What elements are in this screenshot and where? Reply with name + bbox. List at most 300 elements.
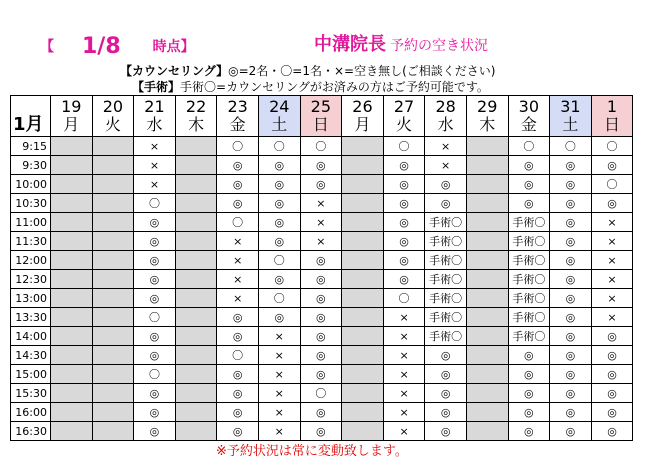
availability-cell bbox=[342, 156, 384, 175]
time-slot-label: 15:00 bbox=[11, 365, 51, 384]
availability-cell bbox=[175, 403, 217, 422]
availability-cell bbox=[175, 213, 217, 232]
time-row bbox=[11, 403, 633, 422]
availability-cell: ◎ bbox=[134, 270, 176, 289]
day-header bbox=[383, 96, 425, 137]
availability-cell: ◎ bbox=[550, 346, 592, 365]
day-number: 28 bbox=[435, 97, 456, 116]
availability-cell: ◎ bbox=[550, 327, 592, 346]
availability-cell: ◎ bbox=[134, 346, 176, 365]
doctor-name: 中溝院長 bbox=[314, 34, 386, 55]
availability-cell bbox=[466, 308, 508, 327]
availability-cell: × bbox=[217, 289, 259, 308]
availability-cell: ◎ bbox=[300, 251, 342, 270]
availability-cell bbox=[175, 384, 217, 403]
availability-cell bbox=[175, 422, 217, 441]
availability-cell: ◎ bbox=[591, 327, 633, 346]
availability-cell: × bbox=[591, 308, 633, 327]
availability-cell bbox=[466, 327, 508, 346]
availability-cell: × bbox=[591, 251, 633, 270]
day-number: 24 bbox=[269, 97, 290, 116]
availability-cell bbox=[51, 365, 93, 384]
availability-cell bbox=[342, 251, 384, 270]
availability-cell: ◎ bbox=[217, 327, 259, 346]
availability-cell: 手術〇 bbox=[508, 270, 550, 289]
availability-cell bbox=[342, 289, 384, 308]
availability-cell: 〇 bbox=[134, 194, 176, 213]
availability-cell bbox=[342, 327, 384, 346]
availability-cell: ◎ bbox=[134, 213, 176, 232]
day-number: 23 bbox=[227, 97, 248, 116]
availability-cell: ◎ bbox=[134, 289, 176, 308]
availability-cell: 手術〇 bbox=[508, 327, 550, 346]
availability-cell bbox=[51, 384, 93, 403]
status-title: 予約の空き状況 bbox=[390, 38, 488, 54]
availability-cell bbox=[466, 289, 508, 308]
availability-cell bbox=[51, 403, 93, 422]
availability-cell: ◎ bbox=[550, 308, 592, 327]
time-slot-label: 15:30 bbox=[11, 384, 51, 403]
time-row bbox=[11, 175, 633, 194]
availability-cell bbox=[51, 194, 93, 213]
availability-cell bbox=[51, 270, 93, 289]
availability-cell: ◎ bbox=[550, 289, 592, 308]
availability-cell: ◎ bbox=[550, 251, 592, 270]
availability-cell: ◎ bbox=[383, 175, 425, 194]
time-slot-label: 13:30 bbox=[11, 308, 51, 327]
availability-cell: × bbox=[258, 403, 300, 422]
availability-cell bbox=[175, 194, 217, 213]
availability-cell: ◎ bbox=[300, 422, 342, 441]
availability-cell: ◎ bbox=[591, 384, 633, 403]
time-row bbox=[11, 422, 633, 441]
availability-cell: × bbox=[300, 194, 342, 213]
availability-cell bbox=[342, 422, 384, 441]
availability-cell: 〇 bbox=[217, 346, 259, 365]
availability-cell bbox=[92, 403, 134, 422]
availability-cell: ◎ bbox=[591, 194, 633, 213]
availability-cell: ◎ bbox=[550, 365, 592, 384]
schedule-table bbox=[10, 95, 633, 441]
availability-cell: ◎ bbox=[217, 175, 259, 194]
day-number: 31 bbox=[560, 97, 581, 116]
availability-cell: ◎ bbox=[217, 403, 259, 422]
availability-cell: ◎ bbox=[425, 422, 467, 441]
time-row bbox=[11, 270, 633, 289]
availability-cell: 〇 bbox=[300, 384, 342, 403]
availability-cell bbox=[342, 270, 384, 289]
availability-cell bbox=[175, 308, 217, 327]
availability-cell bbox=[175, 327, 217, 346]
day-weekday: 日 bbox=[604, 115, 621, 134]
availability-cell: 手術〇 bbox=[425, 270, 467, 289]
availability-cell: ◎ bbox=[508, 403, 550, 422]
availability-cell: ◎ bbox=[217, 194, 259, 213]
day-weekday: 木 bbox=[188, 115, 205, 134]
availability-cell: × bbox=[217, 251, 259, 270]
availability-cell: ◎ bbox=[300, 308, 342, 327]
availability-cell: ◎ bbox=[300, 175, 342, 194]
availability-cell bbox=[466, 194, 508, 213]
availability-cell bbox=[92, 137, 134, 156]
availability-cell: 手術〇 bbox=[508, 213, 550, 232]
availability-cell: ◎ bbox=[217, 156, 259, 175]
availability-cell bbox=[92, 232, 134, 251]
availability-cell: 手術〇 bbox=[425, 308, 467, 327]
availability-cell: ◎ bbox=[425, 194, 467, 213]
availability-cell: × bbox=[591, 213, 633, 232]
availability-cell: × bbox=[134, 175, 176, 194]
availability-cell: × bbox=[383, 422, 425, 441]
day-weekday: 月 bbox=[354, 115, 371, 134]
time-slot-label: 12:00 bbox=[11, 251, 51, 270]
availability-cell bbox=[466, 137, 508, 156]
availability-cell: 〇 bbox=[258, 251, 300, 270]
time-slot-label: 14:00 bbox=[11, 327, 51, 346]
availability-cell: ◎ bbox=[591, 346, 633, 365]
day-header bbox=[466, 96, 508, 137]
availability-cell: × bbox=[258, 346, 300, 365]
availability-cell bbox=[92, 156, 134, 175]
availability-cell: ◎ bbox=[383, 156, 425, 175]
availability-cell: ◎ bbox=[134, 327, 176, 346]
availability-cell bbox=[466, 270, 508, 289]
time-slot-label: 10:30 bbox=[11, 194, 51, 213]
availability-cell: × bbox=[383, 403, 425, 422]
availability-cell bbox=[342, 384, 384, 403]
availability-cell: 手術〇 bbox=[425, 213, 467, 232]
day-number: 21 bbox=[144, 97, 165, 116]
time-slot-label: 14:30 bbox=[11, 346, 51, 365]
availability-cell bbox=[342, 308, 384, 327]
availability-cell bbox=[175, 270, 217, 289]
availability-cell: ◎ bbox=[425, 346, 467, 365]
availability-cell: × bbox=[383, 384, 425, 403]
availability-cell bbox=[342, 232, 384, 251]
availability-cell: ◎ bbox=[134, 251, 176, 270]
availability-cell bbox=[92, 308, 134, 327]
time-row bbox=[11, 365, 633, 384]
time-slot-label: 9:30 bbox=[11, 156, 51, 175]
availability-cell: 手術〇 bbox=[508, 251, 550, 270]
legend-counseling bbox=[120, 62, 495, 79]
availability-cell bbox=[51, 232, 93, 251]
time-slot-label: 11:00 bbox=[11, 213, 51, 232]
availability-cell: 手術〇 bbox=[425, 251, 467, 270]
availability-cell bbox=[51, 422, 93, 441]
time-row bbox=[11, 137, 633, 156]
availability-cell: ◎ bbox=[591, 422, 633, 441]
availability-cell: × bbox=[591, 289, 633, 308]
availability-cell: ◎ bbox=[591, 403, 633, 422]
availability-cell: × bbox=[383, 365, 425, 384]
day-header bbox=[508, 96, 550, 137]
day-number: 19 bbox=[61, 97, 82, 116]
day-weekday: 火 bbox=[104, 115, 121, 134]
availability-cell bbox=[92, 365, 134, 384]
availability-cell bbox=[466, 365, 508, 384]
availability-cell bbox=[51, 213, 93, 232]
day-header bbox=[134, 96, 176, 137]
time-slot-label: 9:15 bbox=[11, 137, 51, 156]
availability-cell: ◎ bbox=[258, 232, 300, 251]
availability-cell: ◎ bbox=[300, 327, 342, 346]
availability-cell: ◎ bbox=[508, 156, 550, 175]
day-number: 29 bbox=[477, 97, 498, 116]
availability-cell: 手術〇 bbox=[425, 327, 467, 346]
day-weekday: 土 bbox=[271, 115, 288, 134]
legend-counseling-text: ◎=2名・〇=1名・×=空き無し(ご相談ください) bbox=[228, 64, 496, 78]
availability-cell: × bbox=[300, 232, 342, 251]
time-slot-label: 10:00 bbox=[11, 175, 51, 194]
day-weekday: 金 bbox=[229, 115, 246, 134]
availability-cell bbox=[466, 175, 508, 194]
day-number: 1 bbox=[606, 97, 618, 116]
time-row bbox=[11, 384, 633, 403]
availability-cell: ◎ bbox=[258, 194, 300, 213]
availability-cell: ◎ bbox=[591, 156, 633, 175]
time-suffix: 時点】 bbox=[152, 39, 195, 55]
availability-cell: ◎ bbox=[550, 175, 592, 194]
time-row bbox=[11, 327, 633, 346]
availability-cell: × bbox=[383, 308, 425, 327]
availability-cell: 手術〇 bbox=[508, 308, 550, 327]
availability-cell: 〇 bbox=[591, 175, 633, 194]
availability-cell: ◎ bbox=[550, 422, 592, 441]
day-weekday: 金 bbox=[520, 115, 537, 134]
availability-cell: × bbox=[591, 270, 633, 289]
availability-cell: ◎ bbox=[383, 251, 425, 270]
day-weekday: 土 bbox=[562, 115, 579, 134]
availability-cell: 〇 bbox=[550, 137, 592, 156]
availability-cell: ◎ bbox=[508, 384, 550, 403]
availability-cell: ◎ bbox=[508, 346, 550, 365]
day-number: 25 bbox=[310, 97, 332, 116]
time-row bbox=[11, 232, 633, 251]
day-header bbox=[92, 96, 134, 137]
time-slot-label: 11:30 bbox=[11, 232, 51, 251]
availability-cell: ◎ bbox=[258, 175, 300, 194]
header-title bbox=[314, 30, 488, 56]
availability-cell bbox=[92, 422, 134, 441]
availability-cell: × bbox=[134, 137, 176, 156]
availability-cell: ◎ bbox=[591, 365, 633, 384]
day-weekday: 日 bbox=[312, 115, 329, 134]
availability-cell: 〇 bbox=[258, 289, 300, 308]
availability-cell: × bbox=[134, 156, 176, 175]
availability-cell bbox=[92, 384, 134, 403]
availability-cell: × bbox=[258, 384, 300, 403]
availability-cell: ◎ bbox=[300, 270, 342, 289]
availability-cell bbox=[466, 403, 508, 422]
availability-cell: ◎ bbox=[217, 384, 259, 403]
time-slot-label: 16:00 bbox=[11, 403, 51, 422]
availability-cell: ◎ bbox=[300, 156, 342, 175]
availability-cell bbox=[466, 232, 508, 251]
availability-cell: 〇 bbox=[258, 137, 300, 156]
availability-cell: × bbox=[591, 232, 633, 251]
time-row bbox=[11, 213, 633, 232]
availability-cell: 手術〇 bbox=[508, 289, 550, 308]
availability-cell: 〇 bbox=[383, 137, 425, 156]
availability-cell: × bbox=[258, 327, 300, 346]
availability-cell bbox=[175, 346, 217, 365]
availability-cell bbox=[342, 175, 384, 194]
availability-cell bbox=[466, 213, 508, 232]
availability-cell: ◎ bbox=[508, 365, 550, 384]
availability-cell: × bbox=[217, 270, 259, 289]
availability-cell: ◎ bbox=[258, 213, 300, 232]
availability-cell bbox=[92, 346, 134, 365]
availability-cell: 〇 bbox=[134, 365, 176, 384]
availability-cell bbox=[92, 251, 134, 270]
time-row bbox=[11, 289, 633, 308]
time-slot-label: 13:00 bbox=[11, 289, 51, 308]
availability-cell: ◎ bbox=[425, 403, 467, 422]
time-row bbox=[11, 251, 633, 270]
as-of-date: 1/8 bbox=[82, 34, 121, 59]
availability-cell: ◎ bbox=[134, 403, 176, 422]
availability-cell: × bbox=[425, 137, 467, 156]
availability-cell bbox=[466, 251, 508, 270]
day-header bbox=[300, 96, 342, 137]
availability-cell bbox=[342, 213, 384, 232]
availability-cell bbox=[175, 137, 217, 156]
availability-cell: ◎ bbox=[300, 403, 342, 422]
availability-cell: ◎ bbox=[550, 270, 592, 289]
availability-cell: ◎ bbox=[425, 365, 467, 384]
availability-cell: × bbox=[217, 232, 259, 251]
availability-cell: ◎ bbox=[300, 365, 342, 384]
day-header bbox=[175, 96, 217, 137]
availability-cell: ◎ bbox=[134, 232, 176, 251]
availability-cell bbox=[92, 194, 134, 213]
availability-cell bbox=[51, 327, 93, 346]
availability-cell: ◎ bbox=[217, 308, 259, 327]
availability-cell: ◎ bbox=[383, 213, 425, 232]
day-header bbox=[591, 96, 633, 137]
day-number: 22 bbox=[185, 97, 207, 116]
availability-cell bbox=[92, 213, 134, 232]
day-weekday: 水 bbox=[437, 115, 454, 134]
availability-cell bbox=[51, 346, 93, 365]
day-header bbox=[51, 96, 93, 137]
availability-cell bbox=[466, 156, 508, 175]
availability-cell: × bbox=[300, 213, 342, 232]
availability-cell: ◎ bbox=[134, 422, 176, 441]
time-row bbox=[11, 156, 633, 175]
availability-cell: ◎ bbox=[550, 232, 592, 251]
availability-cell bbox=[466, 346, 508, 365]
header-date bbox=[40, 34, 195, 59]
availability-cell: 〇 bbox=[508, 137, 550, 156]
availability-cell: 〇 bbox=[217, 213, 259, 232]
time-slot-label: 12:30 bbox=[11, 270, 51, 289]
availability-cell bbox=[51, 251, 93, 270]
availability-cell: 手術〇 bbox=[425, 289, 467, 308]
availability-cell: ◎ bbox=[550, 194, 592, 213]
day-number: 27 bbox=[393, 97, 415, 116]
availability-cell: 手術〇 bbox=[508, 232, 550, 251]
availability-cell: ◎ bbox=[508, 175, 550, 194]
availability-cell bbox=[92, 327, 134, 346]
availability-cell bbox=[466, 422, 508, 441]
availability-cell bbox=[466, 384, 508, 403]
availability-cell bbox=[51, 175, 93, 194]
availability-cell bbox=[92, 175, 134, 194]
availability-cell bbox=[92, 289, 134, 308]
availability-cell: 〇 bbox=[134, 308, 176, 327]
availability-cell: ◎ bbox=[217, 365, 259, 384]
availability-cell bbox=[51, 137, 93, 156]
availability-cell bbox=[51, 156, 93, 175]
availability-cell: 〇 bbox=[217, 137, 259, 156]
availability-cell: ◎ bbox=[508, 422, 550, 441]
availability-cell bbox=[175, 156, 217, 175]
availability-cell: ◎ bbox=[300, 289, 342, 308]
footer-notice: ※予約状況は常に変動致します。 bbox=[216, 444, 408, 459]
time-row bbox=[11, 308, 633, 327]
availability-cell: ◎ bbox=[300, 346, 342, 365]
availability-cell bbox=[342, 194, 384, 213]
availability-cell bbox=[51, 308, 93, 327]
availability-cell: × bbox=[383, 327, 425, 346]
availability-cell bbox=[175, 289, 217, 308]
availability-cell: 手術〇 bbox=[425, 232, 467, 251]
availability-cell: ◎ bbox=[550, 384, 592, 403]
day-header bbox=[425, 96, 467, 137]
availability-cell: ◎ bbox=[383, 270, 425, 289]
time-slot-label: 16:30 bbox=[11, 422, 51, 441]
time-row bbox=[11, 194, 633, 213]
availability-cell: × bbox=[383, 346, 425, 365]
day-number: 20 bbox=[102, 97, 124, 116]
day-header bbox=[550, 96, 592, 137]
legend-surgery-label: 【手術】 bbox=[132, 80, 181, 94]
day-header bbox=[258, 96, 300, 137]
availability-cell bbox=[175, 365, 217, 384]
availability-cell: 〇 bbox=[383, 289, 425, 308]
availability-cell: × bbox=[258, 422, 300, 441]
availability-cell bbox=[175, 232, 217, 251]
legend-counseling-label: 【カウンセリング】 bbox=[120, 64, 229, 78]
availability-cell bbox=[175, 175, 217, 194]
availability-cell bbox=[342, 365, 384, 384]
availability-cell: ◎ bbox=[550, 403, 592, 422]
availability-cell: × bbox=[258, 365, 300, 384]
availability-cell bbox=[342, 137, 384, 156]
availability-cell bbox=[92, 270, 134, 289]
day-header bbox=[342, 96, 384, 137]
day-number: 26 bbox=[352, 97, 373, 116]
availability-cell: ◎ bbox=[134, 384, 176, 403]
availability-cell: ◎ bbox=[383, 232, 425, 251]
availability-cell: 〇 bbox=[300, 137, 342, 156]
day-number: 30 bbox=[518, 97, 539, 116]
availability-cell: ◎ bbox=[508, 194, 550, 213]
day-weekday: 月 bbox=[63, 115, 80, 134]
availability-cell: ◎ bbox=[425, 384, 467, 403]
availability-cell: ◎ bbox=[258, 156, 300, 175]
availability-cell: 〇 bbox=[591, 137, 633, 156]
availability-cell: ◎ bbox=[383, 194, 425, 213]
legend-surgery bbox=[132, 78, 489, 95]
availability-cell: ◎ bbox=[258, 270, 300, 289]
availability-cell bbox=[175, 251, 217, 270]
day-weekday: 木 bbox=[479, 115, 496, 134]
availability-cell: ◎ bbox=[425, 175, 467, 194]
bracket-open: 【 bbox=[40, 39, 54, 55]
